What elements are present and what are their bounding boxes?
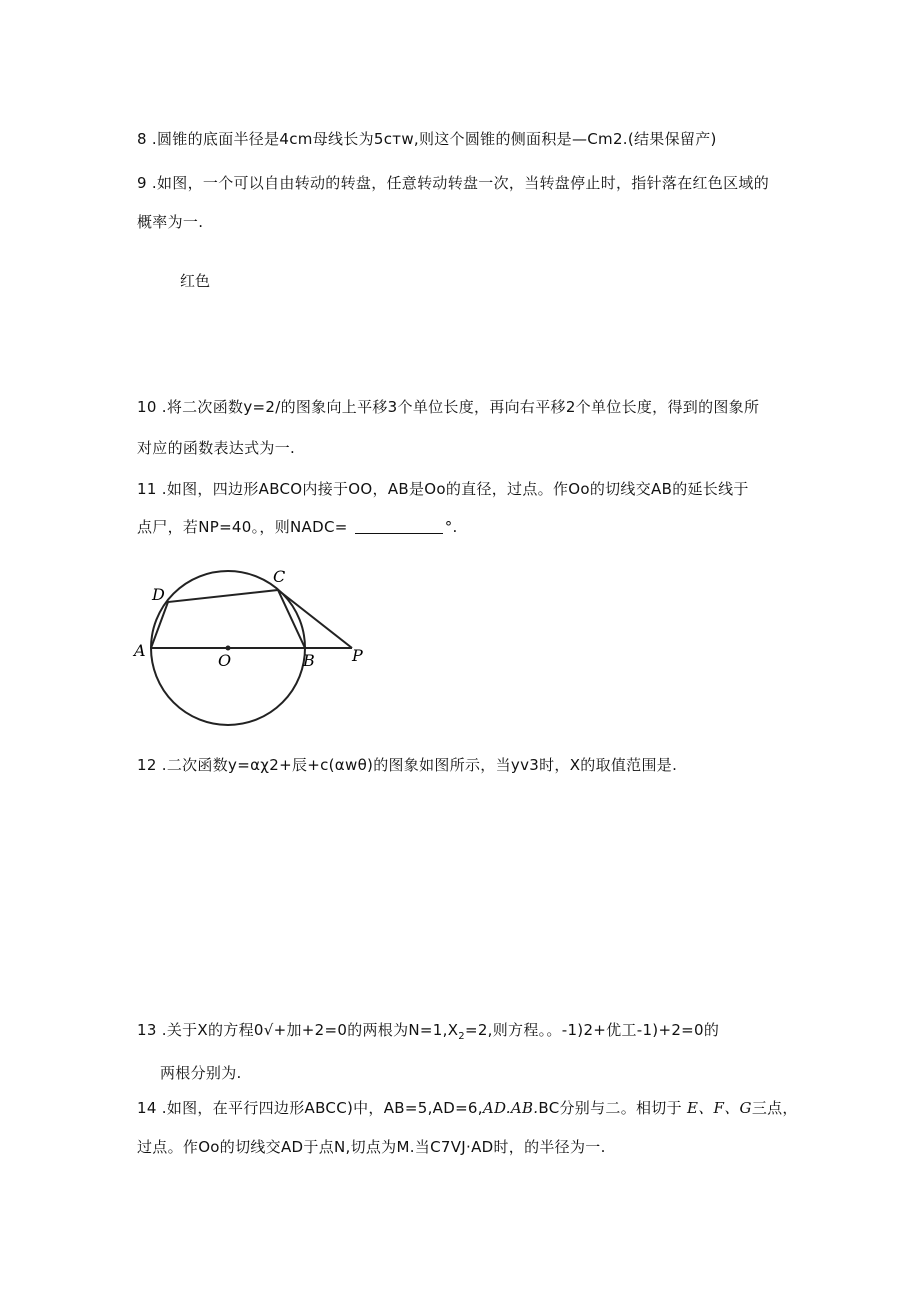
question-14 (137, 1097, 798, 1118)
question-9-line-2 (137, 211, 203, 232)
question-14-line-2 (137, 1136, 606, 1157)
question-text: 两根分别为. (160, 1064, 242, 1082)
question-text: 概率为一. (137, 213, 204, 231)
quadrilateral-abcd (151, 590, 305, 648)
question-11-line-2 (137, 516, 458, 537)
answer-blank (355, 519, 443, 534)
question-number: 10 (137, 398, 157, 416)
question-text: .如图，四边形ABCO内接于OO，AB是Oo的直径，过点。作Oo的切线交AB的延长线于 (161, 480, 749, 498)
question-number: 11 (137, 480, 157, 498)
circle-geometry-figure (130, 560, 380, 735)
question-9 (137, 172, 769, 193)
question-text: .圆锥的底面半径是4cm母线长为5cтw,则这个圆锥的侧面积是—Cm2.(结果保留产) (151, 130, 717, 148)
question-text: 点尸，若NP=40。，则NADC= (137, 518, 348, 536)
question-8 (137, 128, 717, 149)
question-number: 13 (137, 1021, 157, 1039)
question-12 (137, 754, 677, 775)
question-13-line-2 (160, 1062, 242, 1083)
question-number: 9 (137, 174, 147, 192)
question-number: 14 (137, 1099, 157, 1117)
question-text: .如图，一个可以自由转动的转盘，任意转动转盘一次，当转盘停止时，指针落在红色区域的 (151, 174, 769, 192)
question-11 (137, 478, 749, 499)
question-text: 对应的函数表达式为一. (137, 439, 296, 457)
question-13 (137, 1019, 719, 1042)
question-text: .如图，在平行四边形ABCC)中，AB=5,AD=6, (161, 1099, 483, 1117)
label-a: A (134, 641, 146, 660)
question-text-cont: BC分别与二。相切于 (538, 1099, 682, 1117)
tangent-cp (278, 590, 352, 648)
label-d: D (152, 585, 165, 604)
spinner-figure-label: 红色 (180, 272, 211, 290)
label-p: P (352, 646, 363, 665)
question-text: .关于X的方程0√+加+2=0的两根为N=1,X (161, 1021, 459, 1039)
label-o: O (218, 651, 232, 670)
question-text-italic-points: E、F、G (686, 1099, 752, 1117)
question-text-end: 三点， (751, 1099, 798, 1117)
question-10-line-2 (137, 437, 295, 458)
question-text: .二次函数y=αχ2+辰+c(αwθ)的图象如图所示，当yv3时，X的取值范围是. (161, 756, 678, 774)
center-point (226, 646, 231, 651)
question-text: 过点。作Oo的切线交AD于点N,切点为M.当C7VJ·AD时，的半径为一. (137, 1138, 606, 1156)
subscript: 2 (458, 1031, 465, 1042)
question-10 (137, 396, 759, 417)
question-text-end: °. (444, 518, 458, 536)
question-text: .将二次函数y=2/的图象向上平移3个单位长度，再向右平移2个单位长度，得到的图象所 (161, 398, 760, 416)
question-number: 12 (137, 756, 157, 774)
question-text-italic: AD.AB. (482, 1099, 539, 1117)
question-number: 8 (137, 130, 147, 148)
label-b: B (303, 651, 315, 670)
label-c: C (273, 567, 286, 586)
question-text-cont: =2,则方程。。-1)2+优工-1)+2=0的 (464, 1021, 720, 1039)
